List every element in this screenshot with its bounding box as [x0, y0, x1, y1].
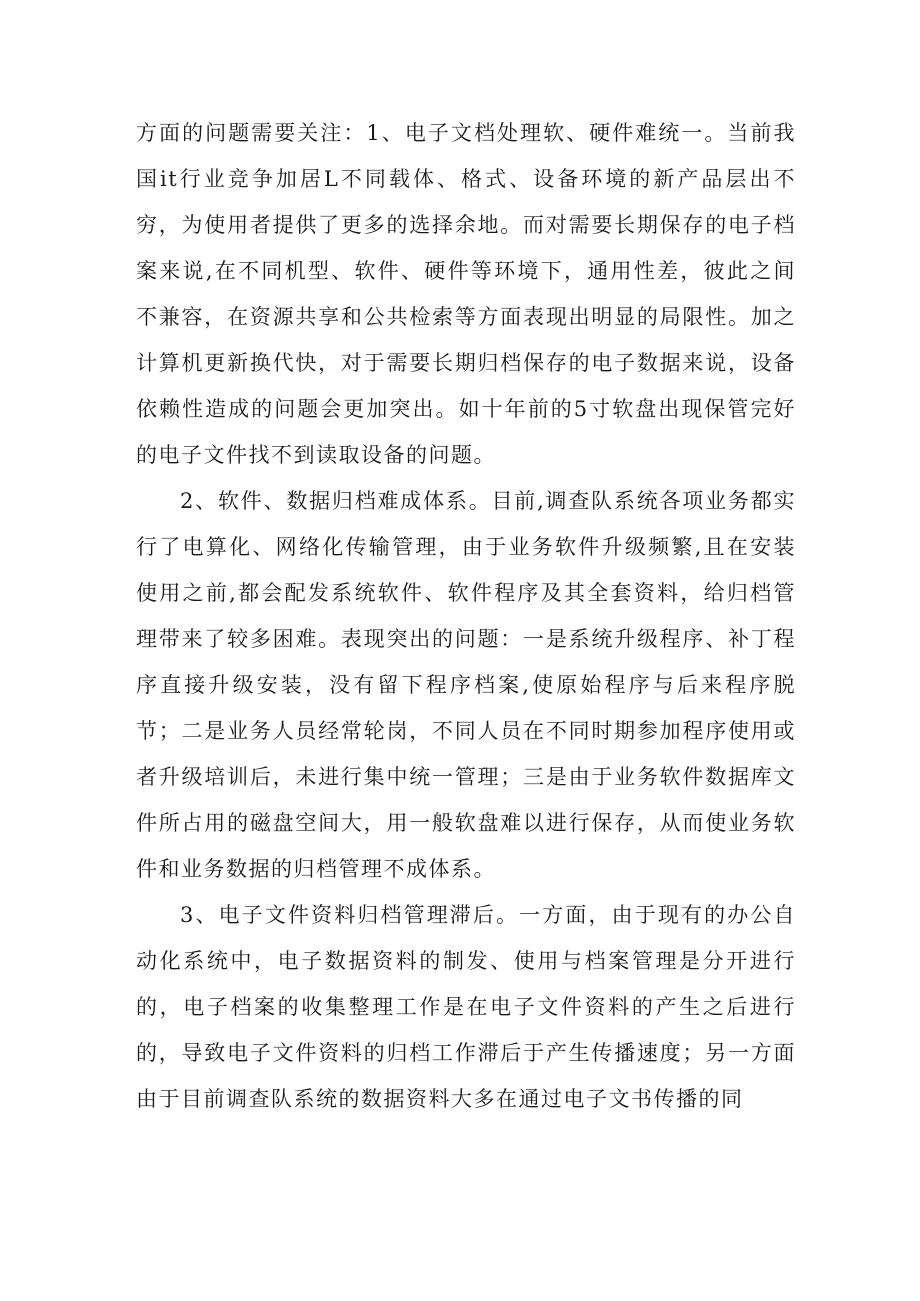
paragraph-1: 方面的问题需要关注：1、电子文档处理软、硬件难统一。当前我国it行业竞争加居L不同载体、格式、设备环境的新产品层出不穷，为使用者提供了更多的选择余地。而对需要长期保存的电子档案来说,在不同机型、软件、硬件等环境下，通用性差，彼此之间不兼容，在资源共享和公共检索等方面表现出明显的局限性。加之计算机更新换代快，对于需要长期归档保存的电子数据来说，设备依赖性造成的问题会更加突出。如十年前的5寸软盘出现保管完好的电子文件找不到读取设备的问题。: [136, 121, 796, 467]
paragraph-2: 2、软件、数据归档难成体系。目前,调查队系统各项业务都实行了电算化、网络化传输管理，由于业务软件升级频繁,且在安装使用之前,都会配发系统软件、软件程序及其全套资料，给归档管理带来了较多困难。表现突出的问题：一是系统升级程序、补丁程序直接升级安装，没有留下程序档案,使原始程序与后来程序脱节；二是业务人员经常轮岗，不同人员在不同时期参加程序使用或者升级培训后，未进行集中统一管理；三是由于业务软件数据库文件所占用的磁盘空间大，用一般软盘难以进行保存，从而使业务软件和业务数据的归档管理不成体系。: [136, 489, 796, 881]
document-body: [136, 110, 796, 1122]
paragraph-3: 3、电子文件资料归档管理滞后。一方面，由于现有的办公自动化系统中，电子数据资料的制发、使用与档案管理是分开进行的，电子档案的收集整理工作是在电子文件资料的产生之后进行的，导致电子文件资料的归档工作滞后于产生传播速度；另一方面由于目前调查队系统的数据资料大多在通过电子文书传播的同: [136, 903, 796, 1111]
